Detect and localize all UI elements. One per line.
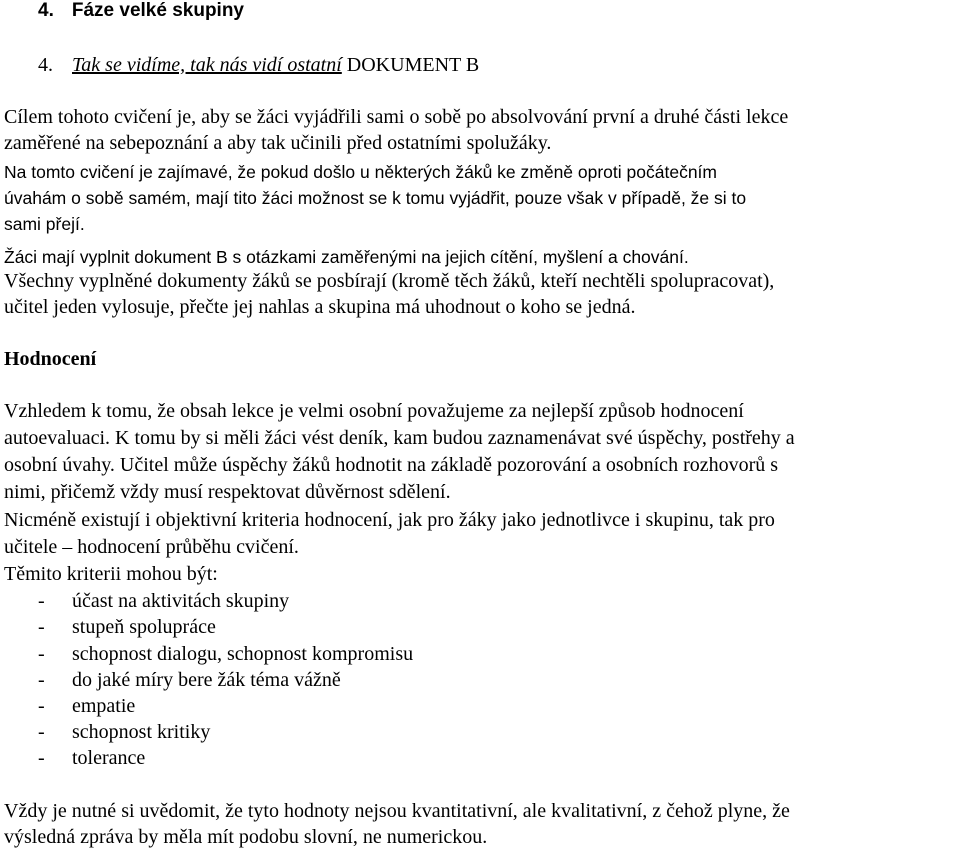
list-item-text: tolerance xyxy=(72,747,146,769)
intro-line: zaměřené na sebepoznání a aby tak učinili před ostatními spolužáky. xyxy=(4,132,552,154)
subheading-link[interactable]: Tak se vidíme, tak nás vidí ostatní xyxy=(72,54,342,76)
bullet-dash: - xyxy=(38,695,45,717)
bullet-dash: - xyxy=(38,721,45,743)
list-item xyxy=(38,745,145,771)
list-item xyxy=(38,588,289,614)
eval-line: Těmito kriterii mohou být: xyxy=(4,563,218,585)
eval-line: Nicméně existují i objektivní kriteria hodnocení, jak pro žáky jako jednotlivce i skupinu, tak pro xyxy=(4,509,775,531)
list-item xyxy=(38,641,413,667)
subheading-rest: DOKUMENT B xyxy=(341,54,480,76)
list-item-text: do jaké míry bere žák téma vážně xyxy=(72,669,341,691)
list-item-text: stupeň spolupráce xyxy=(72,616,216,638)
eval-line: Vzhledem k tomu, že obsah lekce je velmi osobní považujeme za nejlepší způsob hodnocení xyxy=(4,400,744,422)
list-item-text: schopnost dialogu, schopnost kompromisu xyxy=(72,643,414,665)
list-item-text: empatie xyxy=(72,695,136,717)
closing-line: Vždy je nutné si uvědomit, že tyto hodnoty nejsou kvantitativní, ale kvalitativní, z čehož plyne, že xyxy=(4,800,790,822)
paragraph-line: Na tomto cvičení je zajímavé, že pokud došlo u některých žáků ke změně oproti počátečním xyxy=(4,162,717,182)
bullet-dash: - xyxy=(38,747,45,769)
bullet-dash: - xyxy=(38,643,45,665)
paragraph-line: Žáci mají vyplnit dokument B s otázkami zaměřenými na jejich cítění, myšlení a chování. xyxy=(4,247,689,267)
section-title: Hodnocení xyxy=(4,348,97,370)
eval-line: autoevaluaci. K tomu by si měli žáci vést deník, kam budou zaznamenávat své úspěchy, postřehy a xyxy=(4,427,795,449)
paragraph-line: učitel jeden vylosuje, přečte jej nahlas a skupina má uhodnout o koho se jedná. xyxy=(4,296,636,318)
paragraph-line: sami přejí. xyxy=(4,214,85,234)
closing-line: výsledná zpráva by měla mít podobu slovní, ne numerickou. xyxy=(4,826,488,848)
subheading-number: 4. xyxy=(38,54,53,76)
heading-number: 4. xyxy=(38,0,54,21)
list-item xyxy=(38,693,135,719)
list-item-text: účast na aktivitách skupiny xyxy=(72,590,290,612)
intro-line: Cílem tohoto cvičení je, aby se žáci vyjádřili sami o sobě po absolvování první a druhé části lekce xyxy=(4,106,789,128)
paragraph-line: úvahám o sobě samém, mají tito žáci možnost se k tomu vyjádřit, pouze však v případě, že si to xyxy=(4,188,747,208)
bullet-dash: - xyxy=(38,590,45,612)
eval-line: osobní úvahy. Učitel může úspěchy žáků hodnotit na základě pozorování a osobních rozhovorů s xyxy=(4,454,779,476)
section-heading xyxy=(38,0,244,22)
bullet-dash: - xyxy=(38,616,45,638)
heading-text: Fáze velké skupiny xyxy=(71,0,245,21)
eval-line: nimi, přičemž vždy musí respektovat důvěrnost sdělení. xyxy=(4,481,451,503)
bullet-dash: - xyxy=(38,669,45,691)
list-item xyxy=(38,719,210,745)
paragraph-line: Všechny vyplněné dokumenty žáků se posbírají (kromě těch žáků, kteří nechtěli spolupracovat), xyxy=(4,270,775,292)
list-item xyxy=(38,614,216,640)
eval-line: učitele – hodnocení průběhu cvičení. xyxy=(4,536,299,558)
list-item xyxy=(38,667,341,693)
list-item-text: schopnost kritiky xyxy=(72,721,211,743)
subheading xyxy=(38,52,479,78)
